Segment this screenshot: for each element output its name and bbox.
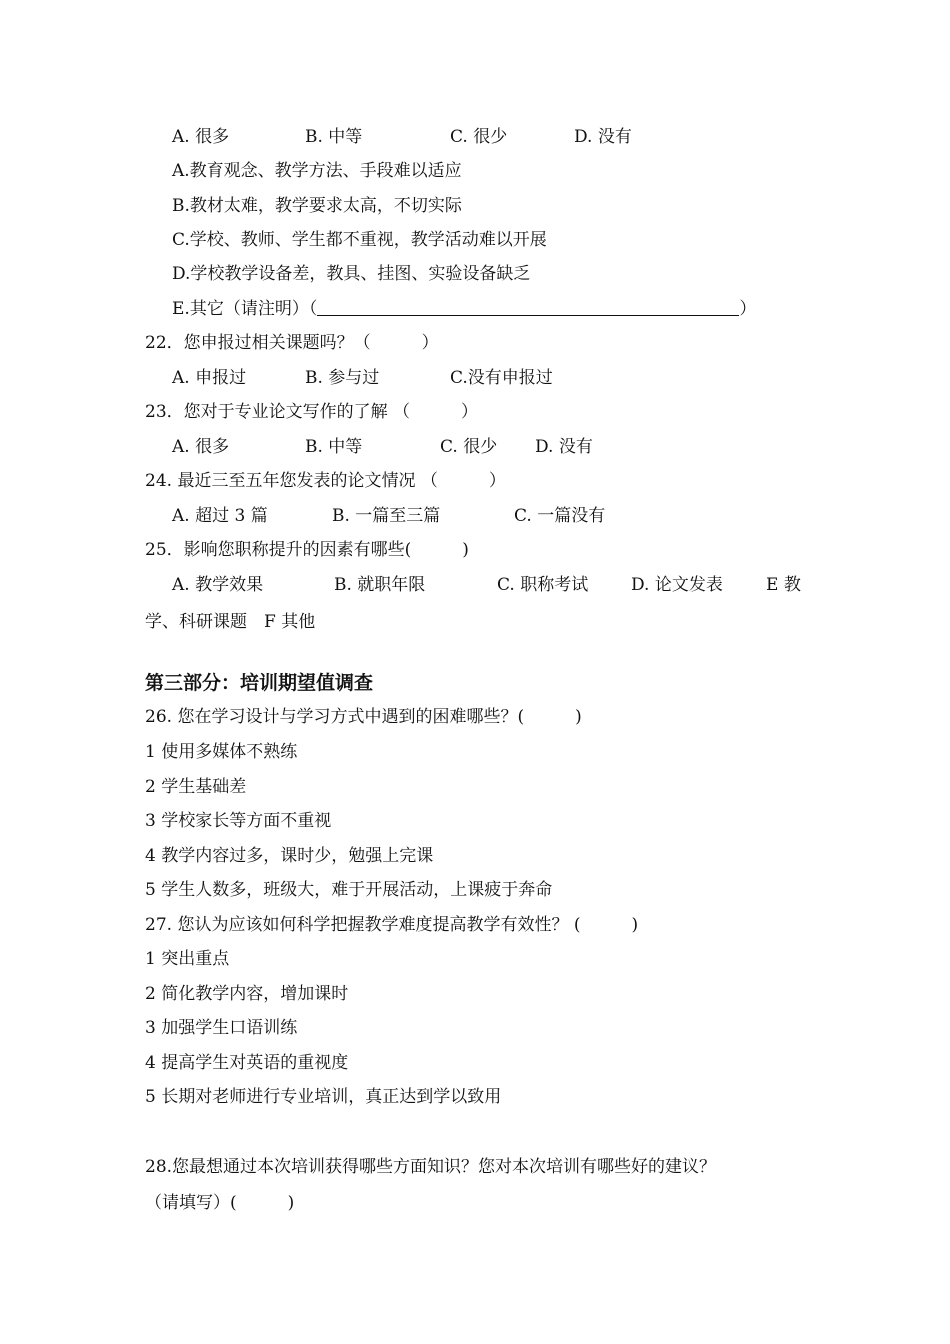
question-28-fill: （请填写）( ) bbox=[145, 1193, 295, 1213]
fill-in-blank[interactable] bbox=[317, 299, 739, 316]
question-25: 25．影响您职称提升的因素有哪些( ) bbox=[145, 540, 469, 560]
option-c: C. 很少 bbox=[440, 437, 498, 457]
question-24: 24. 最近三至五年您发表的论文情况 （ ） bbox=[145, 471, 506, 491]
option-a: A. 很多 bbox=[172, 437, 230, 457]
option-e-other bbox=[172, 297, 756, 321]
option-a: A. 很多 bbox=[172, 127, 230, 147]
list-item: 2 学生基础差 bbox=[145, 777, 247, 797]
option-a: A.教育观念、教学方法、手段难以适应 bbox=[172, 161, 462, 181]
option-a: A. 教学效果 bbox=[172, 575, 264, 595]
question-22: 22．您申报过相关课题吗？（ ） bbox=[145, 333, 439, 353]
list-item: 3 加强学生口语训练 bbox=[145, 1018, 298, 1038]
option-a: A. 超过 3 篇 bbox=[172, 506, 268, 526]
section-title: 第三部分：培训期望值调查 bbox=[145, 672, 374, 694]
list-item: 1 突出重点 bbox=[145, 949, 230, 969]
list-item: 5 学生人数多，班级大，难于开展活动，上课疲于奔命 bbox=[145, 880, 553, 900]
list-item: 4 提高学生对英语的重视度 bbox=[145, 1053, 349, 1073]
list-item: 1 使用多媒体不熟练 bbox=[145, 742, 298, 762]
option-e: E 教 bbox=[766, 575, 801, 595]
option-b: B.教材太难，教学要求太高，不切实际 bbox=[172, 196, 462, 216]
list-item: 3 学校家长等方面不重视 bbox=[145, 811, 332, 831]
option-c: C. 很少 bbox=[450, 127, 508, 147]
option-b: B. 一篇至三篇 bbox=[332, 506, 441, 526]
list-item: 2 简化教学内容，增加课时 bbox=[145, 984, 349, 1004]
option-d: D.学校教学设备差，教具、挂图、实验设备缺乏 bbox=[172, 264, 531, 284]
option-e-label: E.其它（请注明）（ bbox=[172, 299, 318, 319]
option-d: D. 论文发表 bbox=[631, 575, 723, 595]
option-c: C.没有申报过 bbox=[450, 368, 553, 388]
option-a: A. 申报过 bbox=[172, 368, 247, 388]
option-c: C. 职称考试 bbox=[497, 575, 589, 595]
option-b: B. 中等 bbox=[305, 437, 363, 457]
question-26: 26. 您在学习设计与学习方式中遇到的困难哪些？( ) bbox=[145, 707, 582, 727]
option-c: C. 一篇没有 bbox=[514, 506, 606, 526]
option-d: D. 没有 bbox=[535, 437, 593, 457]
list-item: 5 长期对老师进行专业培训，真正达到学以致用 bbox=[145, 1087, 502, 1107]
question-23: 23．您对于专业论文写作的了解 （ ） bbox=[145, 402, 479, 422]
question-28: 28.您最想通过本次培训获得哪些方面知识？您对本次培训有哪些好的建议？ bbox=[145, 1157, 717, 1177]
option-c: C.学校、教师、学生都不重视，教学活动难以开展 bbox=[172, 230, 547, 250]
option-d: D. 没有 bbox=[574, 127, 632, 147]
option-e-close: ） bbox=[739, 299, 757, 319]
option-b: B. 参与过 bbox=[305, 368, 380, 388]
option-continuation: 学、科研课题 F 其他 bbox=[145, 612, 316, 632]
option-b: B. 就职年限 bbox=[334, 575, 426, 595]
option-b: B. 中等 bbox=[305, 127, 363, 147]
list-item: 4 教学内容过多，课时少，勉强上完课 bbox=[145, 846, 434, 866]
question-27: 27. 您认为应该如何科学把握教学难度提高教学有效性？ ( ) bbox=[145, 915, 639, 935]
